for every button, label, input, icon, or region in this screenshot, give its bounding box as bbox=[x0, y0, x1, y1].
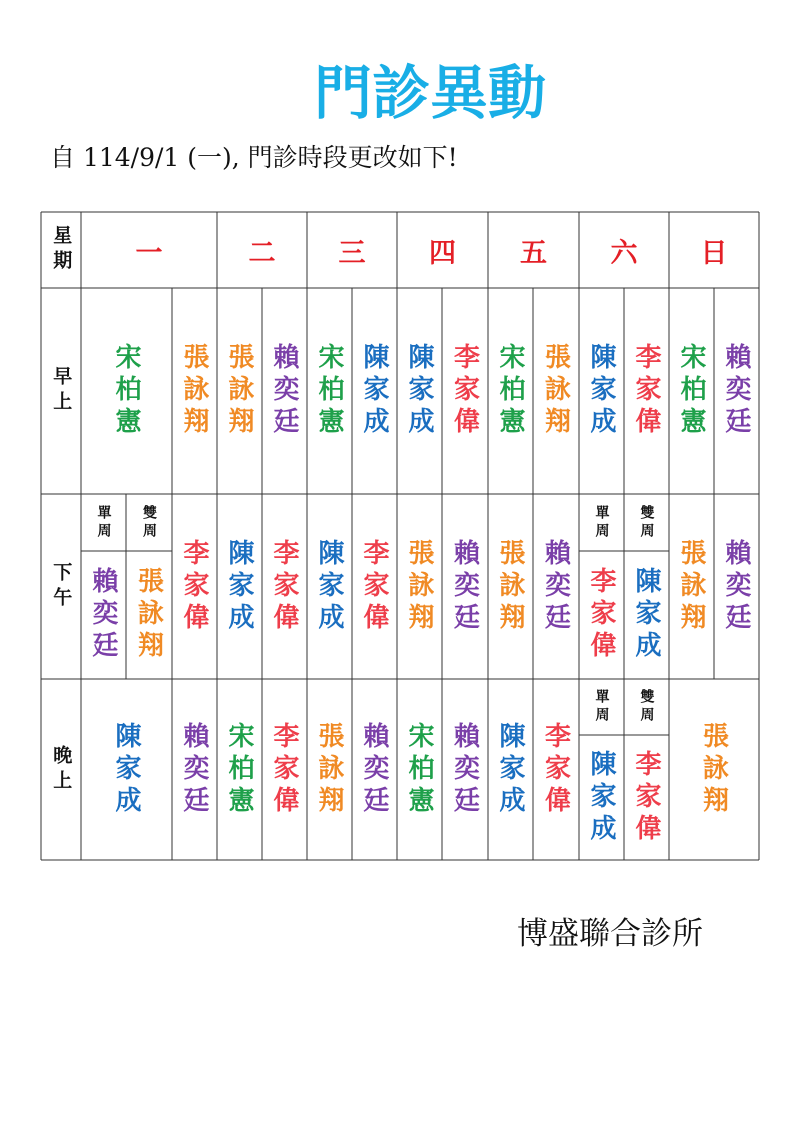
doctor-name-text: 李家偉 bbox=[269, 538, 299, 635]
doctor-name-text: 陳家成 bbox=[495, 721, 525, 818]
doctor-name-text: 張詠翔 bbox=[698, 721, 729, 818]
doctor-name-text: 李家偉 bbox=[269, 721, 299, 818]
doctor-name-text: 陳家成 bbox=[404, 343, 434, 439]
doctor-name-text: 張詠翔 bbox=[676, 538, 706, 635]
doctor-name-text: 陳家成 bbox=[631, 567, 661, 663]
day-header-text: 二 bbox=[248, 237, 276, 269]
doctor-name-text: 宋柏憲 bbox=[495, 343, 525, 439]
week-label-text: 單周 bbox=[593, 689, 610, 725]
doctor-name-text: 李家偉 bbox=[359, 538, 389, 635]
doctor-name-text: 李家偉 bbox=[449, 343, 480, 439]
doctor-name-text: 李家偉 bbox=[631, 749, 661, 846]
doctor-name-text: 張詠翔 bbox=[179, 343, 209, 439]
week-label-text: 雙周 bbox=[638, 504, 655, 541]
week-label-text: 雙周 bbox=[141, 504, 157, 541]
doctor-name-text: 賴奕廷 bbox=[540, 538, 571, 635]
doctor-name-text: 賴奕廷 bbox=[721, 343, 751, 439]
doctor-name-text: 張詠翔 bbox=[404, 538, 434, 635]
doctor-name-text: 宋柏憲 bbox=[314, 343, 344, 439]
doctor-name-text: 李家偉 bbox=[540, 721, 571, 818]
day-header-text: 六 bbox=[610, 237, 638, 269]
doctor-name-text: 李家偉 bbox=[179, 538, 209, 635]
doctor-name-text: 賴奕廷 bbox=[449, 721, 480, 818]
doctor-name-text: 宋柏憲 bbox=[404, 721, 434, 818]
doctor-name-text: 宋柏憲 bbox=[676, 343, 706, 439]
doctor-name-text: 賴奕廷 bbox=[721, 538, 751, 635]
doctor-name-text: 陳家成 bbox=[111, 721, 141, 818]
notice-text: 自 114/9/1 (一), 門診時段更改如下! bbox=[50, 143, 458, 172]
doctor-name-text: 張詠翔 bbox=[314, 721, 344, 818]
clinic-name: 博盛聯合診所 bbox=[517, 916, 703, 952]
doctor-name-text: 賴奕廷 bbox=[88, 567, 118, 663]
period-label-text: 早上 bbox=[50, 366, 73, 416]
weekday-corner-text: 星期 bbox=[50, 225, 73, 275]
doctor-name-text: 張詠翔 bbox=[495, 538, 525, 635]
doctor-name-text: 張詠翔 bbox=[540, 343, 571, 439]
doctor-name-text: 陳家成 bbox=[314, 538, 344, 635]
doctor-name-text: 陳家成 bbox=[224, 538, 254, 635]
doctor-name-text: 張詠翔 bbox=[224, 343, 254, 439]
week-label-text: 單周 bbox=[95, 504, 112, 541]
day-header-text: 三 bbox=[338, 237, 366, 269]
doctor-name-text: 宋柏憲 bbox=[224, 721, 254, 818]
week-label-text: 雙周 bbox=[638, 689, 655, 725]
day-header-text: 日 bbox=[700, 237, 728, 269]
doctor-name-text: 賴奕廷 bbox=[359, 721, 389, 818]
doctor-name-text: 陳家成 bbox=[586, 343, 616, 439]
doctor-name-text: 李家偉 bbox=[586, 567, 616, 663]
doctor-name-text: 賴奕廷 bbox=[269, 343, 299, 439]
period-label-text: 晚上 bbox=[50, 744, 73, 795]
doctor-name-text: 宋柏憲 bbox=[111, 343, 141, 439]
doctor-name-text: 李家偉 bbox=[631, 343, 661, 439]
period-label-text: 下午 bbox=[50, 561, 73, 612]
day-header-text: 四 bbox=[429, 237, 456, 269]
doctor-name-text: 陳家成 bbox=[359, 343, 389, 439]
doctor-name-text: 張詠翔 bbox=[133, 567, 164, 663]
day-header-text: 一 bbox=[135, 237, 163, 269]
doctor-name-text: 賴奕廷 bbox=[179, 721, 209, 818]
day-header-text: 五 bbox=[520, 237, 547, 269]
week-label-text: 單周 bbox=[593, 504, 610, 541]
page-title: 門診異動 bbox=[313, 59, 546, 127]
doctor-name-text: 陳家成 bbox=[586, 749, 616, 846]
doctor-name-text: 賴奕廷 bbox=[449, 538, 480, 635]
